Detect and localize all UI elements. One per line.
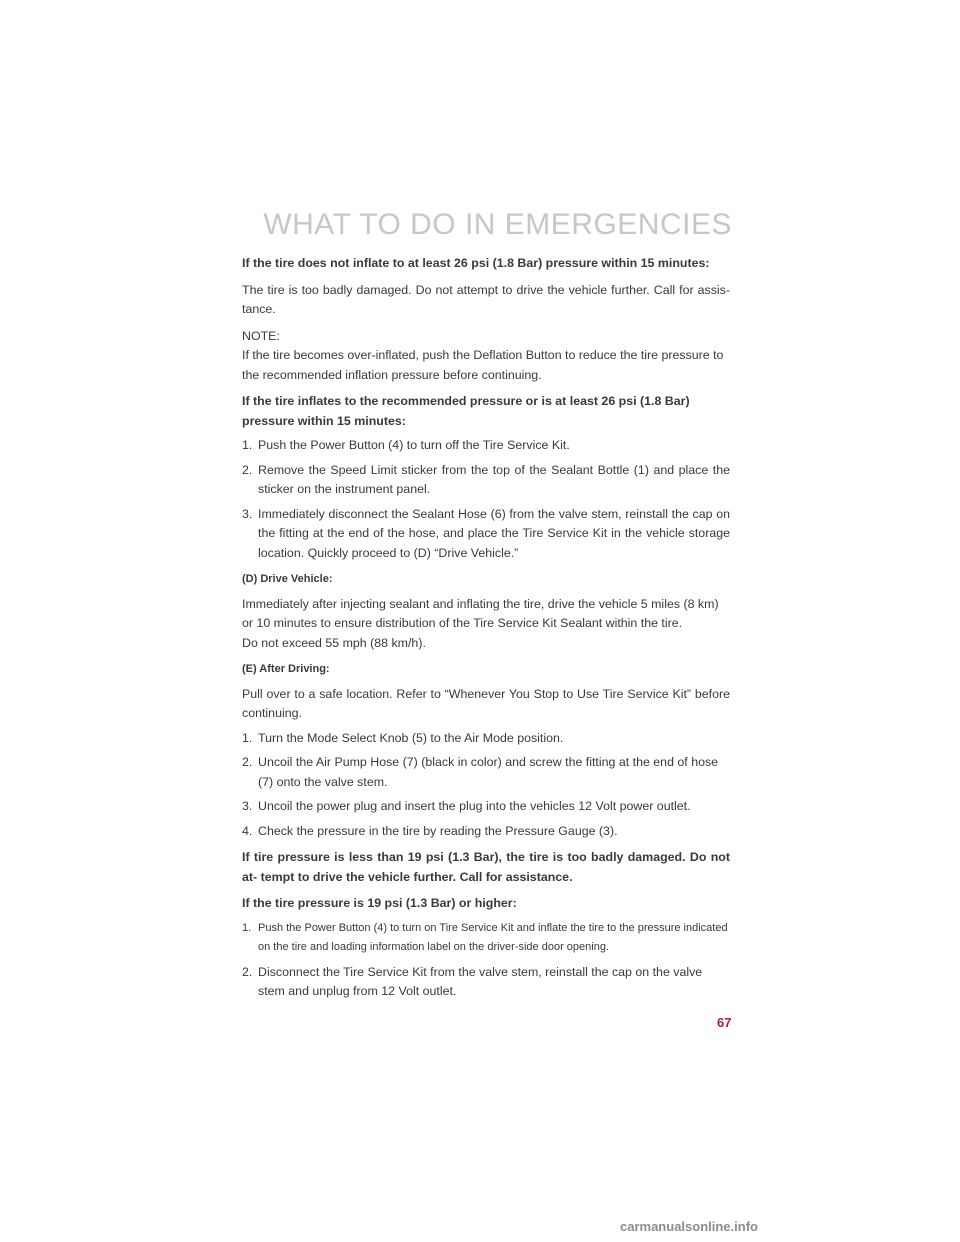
list-item	[242, 461, 730, 500]
list-item-number: 1.	[242, 730, 253, 745]
heading-inflates: If the tire inflates to the recommended pressure or is at least 26 psi (1.8 Bar) pressure within 15 minutes:	[242, 394, 690, 428]
list-item	[242, 797, 730, 817]
heading-19-or-higher: If the tire pressure is 19 psi (1.3 Bar) or higher:	[242, 896, 517, 910]
list-item	[242, 505, 730, 564]
list-item-text: Check the pressure in the tire by reading the Pressure Gauge (3).	[258, 823, 618, 838]
page-number: 67	[717, 1015, 732, 1030]
list-item	[242, 729, 730, 749]
list-item	[242, 822, 730, 842]
list-item-number: 3.	[242, 506, 253, 521]
list-item	[242, 919, 730, 958]
watermark: carmanualsonline.info	[620, 1219, 758, 1234]
paragraph-drive-limit: Do not exceed 55 mph (88 km/h).	[242, 635, 426, 650]
heading-less-than-19: If tire pressure is less than 19 psi (1.3 Bar), the tire is too badly damaged. Do not at- tempt to drive the vehicle further. Call for assistance.	[242, 850, 730, 884]
list-item-text: Turn the Mode Select Knob (5) to the Air Mode position.	[258, 730, 564, 745]
list-19-or-higher	[242, 919, 730, 1002]
note-text: If the tire becomes over-inflated, push the Deflation Button to reduce the tire pressure to the recommended inflation pressure before continuing.	[242, 348, 724, 382]
list-item-text: Push the Power Button (4) to turn on Tire Service Kit and inflate the tire to the pressure indicated on the tire and loading information label on the driver-side door opening.	[258, 921, 728, 953]
list-item-text: Uncoil the power plug and insert the plug into the vehicles 12 Volt power outlet.	[258, 799, 691, 813]
paragraph-drive: Immediately after injecting sealant and inflating the tire, drive the vehicle 5 miles (8 km) or 10 minutes to ensure distribution of the Tire Service Kit Sealant within the tire.	[242, 596, 719, 630]
list-item-number: 1.	[242, 921, 252, 934]
heading-no-inflate: If the tire does not inflate to at least 26 psi (1.8 Bar) pressure within 15 minutes:	[242, 256, 710, 270]
list-item-number: 2.	[242, 755, 253, 769]
list-item-text: Remove the Speed Limit sticker from the top of the Sealant Bottle (1) and place the sticker on the instrument panel.	[258, 462, 730, 496]
list-item-text: Disconnect the Tire Service Kit from the valve stem, reinstall the cap on the valve stem and unplug from 12 Volt outlet.	[258, 964, 703, 998]
page-content	[242, 254, 730, 1002]
list-item	[242, 436, 730, 456]
list-item-number: 2.	[242, 462, 253, 477]
paragraph-too-damaged: The tire is too badly damaged. Do not attempt to drive the vehicle further. Call for assis- tance.	[242, 282, 730, 316]
list-item-number: 4.	[242, 823, 253, 838]
heading-after-driving: (E) After Driving:	[242, 663, 330, 675]
list-item-text: Immediately disconnect the Sealant Hose (6) from the valve stem, reinstall the cap on the fitting at the end of the hose, and place the Tire Service Kit in the vehicle storage location. Quickly proceed to (D) “Drive Vehicle.”	[258, 506, 730, 560]
list-inflates	[242, 436, 730, 563]
section-title: WHAT TO DO IN EMERGENCIES	[263, 208, 732, 241]
heading-drive-vehicle: (D) Drive Vehicle:	[242, 573, 333, 585]
list-item-text: Uncoil the Air Pump Hose (7) (black in color) and screw the fitting at the end of hose (7) onto the valve stem.	[258, 755, 719, 789]
paragraph-after: Pull over to a safe location. Refer to “Whenever You Stop to Use Tire Service Kit” before continuing.	[242, 686, 730, 720]
list-item	[242, 963, 730, 1002]
list-item-number: 3.	[242, 799, 253, 813]
list-item	[242, 753, 730, 792]
list-after	[242, 729, 730, 842]
list-item-number: 2.	[242, 964, 253, 979]
note-label: NOTE:	[242, 328, 280, 343]
list-item-number: 1.	[242, 438, 253, 452]
list-item-text: Push the Power Button (4) to turn off the Tire Service Kit.	[258, 438, 570, 452]
